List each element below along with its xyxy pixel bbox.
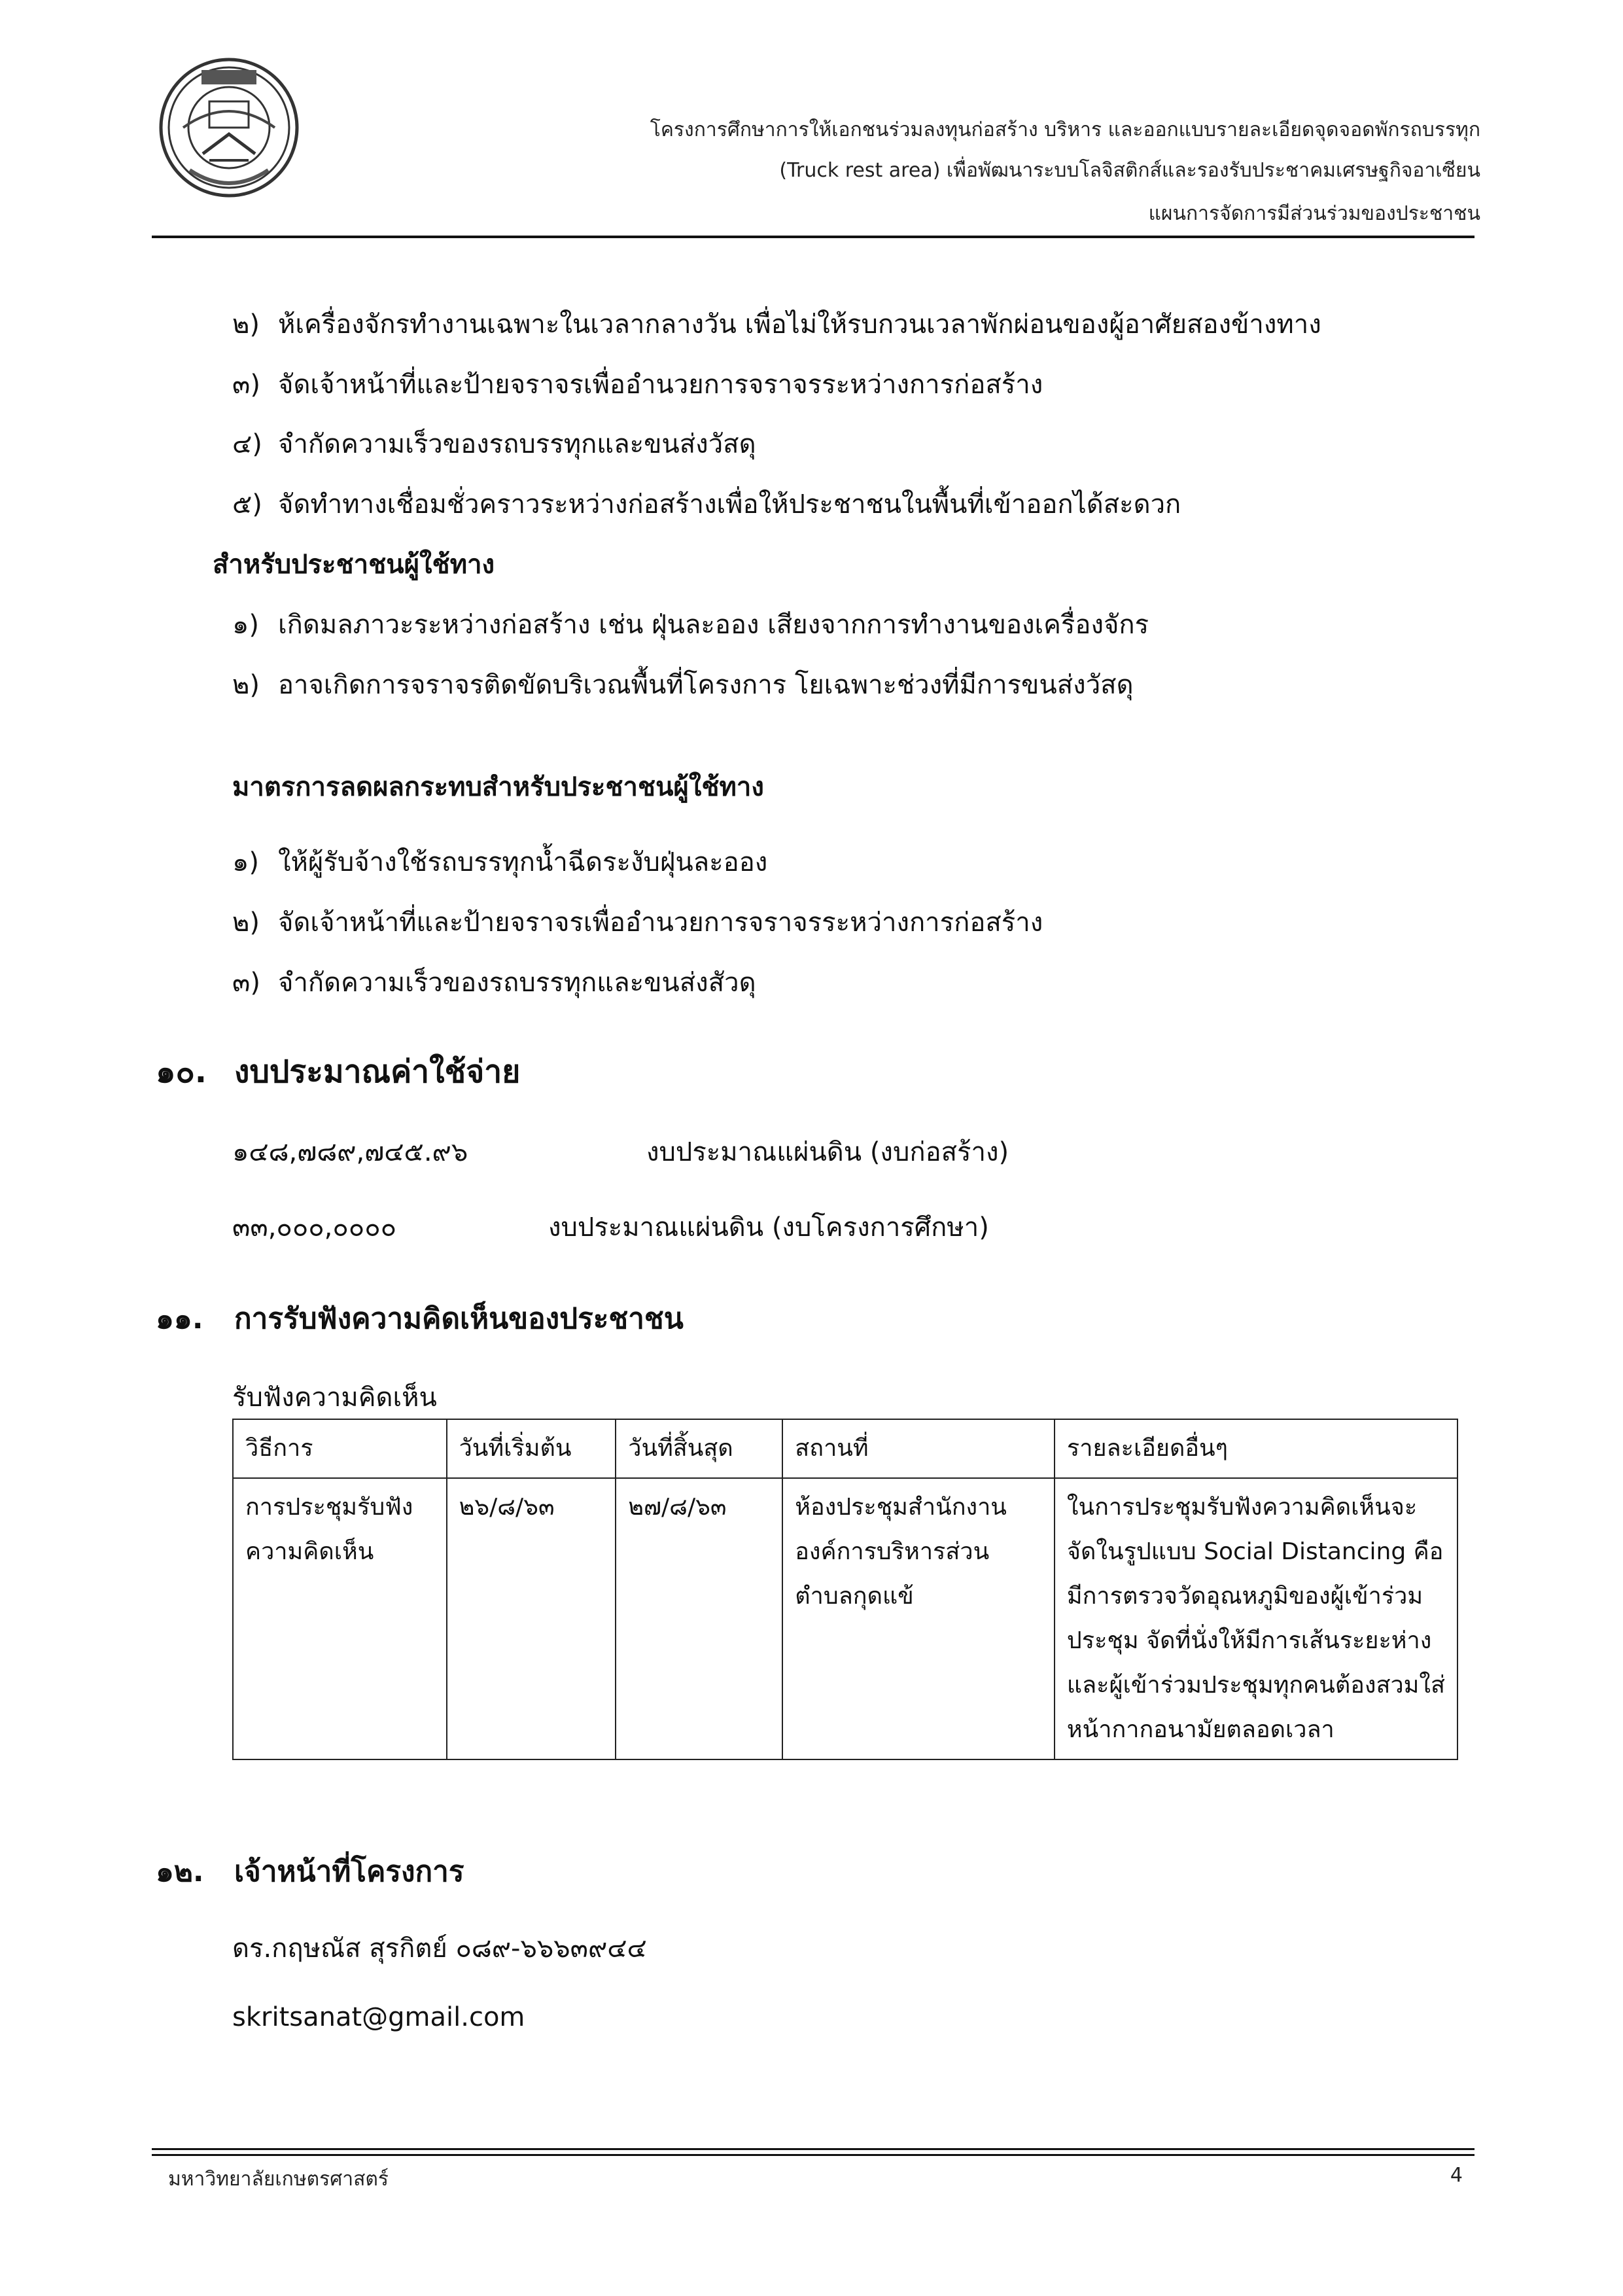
budget-1-label: งบประมาณแผ่นดิน (งบก่อสร้าง) bbox=[646, 1137, 1009, 1167]
list-item: ๕) จัดทำทางเชื่อมชั่วคราวระหว่างก่อสร้างเพื่อให้ประชาชนในพื้นที่เข้าออกได้สะดวก bbox=[232, 489, 1181, 520]
list-item: ๔) จำกัดความเร็วของรถบรรทุกและขนส่งวัสดุ bbox=[232, 429, 756, 459]
start-date-cell: ๒๖/๘/๖๓ bbox=[447, 1478, 616, 1759]
list-item: ๑) ให้ผู้รับจ้างใช้รถบรรทุกน้ำฉีดระงับฝุ่นละออง bbox=[232, 847, 768, 877]
footer-rule bbox=[152, 2154, 1475, 2156]
place-cell: ห้องประชุมสำนักงาน องค์การบริหารส่วน ตำบลกุดแข้ bbox=[782, 1478, 1055, 1759]
method-cell: การประชุมรับฟัง ความคิดเห็น bbox=[233, 1478, 447, 1759]
budget-1-amount: ๑๔๘,๗๘๙,๗๔๕.๙๖ bbox=[232, 1137, 468, 1167]
header-line-1: โครงการศึกษาการให้เอกชนร่วมลงทุนก่อสร้าง บริหาร และออกแบบรายละเอียดจุดจอดพักรถบรรทุก bbox=[650, 118, 1480, 141]
end-date-cell: ๒๗/๘/๖๓ bbox=[616, 1478, 782, 1759]
list-item: ๑) เกิดมลภาวะระหว่างก่อสร้าง เช่น ฝุ่นละออง เสียงจากการทำงานของเครื่องจักร bbox=[232, 610, 1149, 640]
contact-person: ดร.กฤษณัส สุรกิตย์ ๐๘๙-๖๖๖๓๙๔๔ bbox=[232, 1934, 647, 1964]
section-12-heading: ๑๒. เจ้าหน้าที่โครงการ bbox=[156, 1855, 464, 1888]
column-header: สถานที่ bbox=[782, 1419, 1055, 1478]
column-header: รายละเอียดอื่นๆ bbox=[1055, 1419, 1457, 1478]
table-row bbox=[233, 1478, 1457, 1759]
table-caption: รับฟังความคิดเห็น bbox=[232, 1383, 437, 1413]
section-11-heading: ๑๑. การรับฟังความคิดเห็นของประชาชน bbox=[156, 1302, 684, 1335]
road-users-heading: สำหรับประชาชนผู้ใช้ทาง bbox=[213, 550, 495, 580]
list-item: ๓) จำกัดความเร็วของรถบรรทุกและขนส่งสัวดุ bbox=[232, 968, 756, 998]
column-header: วันที่เริ่มต้น bbox=[447, 1419, 616, 1478]
footer-rule bbox=[152, 2148, 1475, 2150]
mitigation-heading: มาตรการลดผลกระทบสำหรับประชาชนผู้ใช้ทาง bbox=[232, 772, 764, 802]
list-item: ๓) จัดเจ้าหน้าที่และป้ายจราจรเพื่ออำนวยการจราจรระหว่างการก่อสร้าง bbox=[232, 370, 1043, 400]
footer-university: มหาวิทยาลัยเกษตรศาสตร์ bbox=[168, 2168, 389, 2191]
page-number: 4 bbox=[1450, 2164, 1463, 2187]
details-cell: ในการประชุมรับฟังความคิดเห็นจะ จัดในรูปแบบ Social Distancing คือ มีการตรวจวัดอุณหภูมิของผู้เข้าร่วม ประชุม จัดที่นั่งให้มีการเส้นระยะห่าง และผู้เข้าร่วมประชุมทุกคนต้องสวมใส่ หน้ากากอนามัยตลอดเวลา bbox=[1055, 1478, 1457, 1759]
table-header-row bbox=[233, 1419, 1457, 1478]
header-line-3: แผนการจัดการมีส่วนร่วมของประชาชน bbox=[1148, 202, 1480, 225]
contact-email[interactable]: skritsanat@gmail.com bbox=[232, 2002, 525, 2032]
list-item: ๒) ห้เครื่องจักรทำงานเฉพาะในเวลากลางวัน เพื่อไม่ให้รบกวนเวลาพักผ่อนของผู้อาศัยสองข้างทาง bbox=[232, 309, 1321, 340]
list-item: ๒) อาจเกิดการจราจรติดขัดบริเวณพื้นที่โครงการ โยเฉพาะช่วงที่มีการขนส่งวัสดุ bbox=[232, 670, 1134, 700]
budget-2-label: งบประมาณแผ่นดิน (งบโครงการศึกษา) bbox=[548, 1212, 989, 1243]
budget-2-amount: ๓๓,๐๐๐,๐๐๐๐ bbox=[232, 1212, 397, 1243]
column-header: วิธีการ bbox=[233, 1419, 447, 1478]
column-header: วันที่สิ้นสุด bbox=[616, 1419, 782, 1478]
header-line-2: (Truck rest area) เพื่อพัฒนาระบบโลจิสติกส์และรองรับประชาคมเศรษฐกิจอาเซียน bbox=[779, 159, 1480, 182]
section-10-heading: ๑๐. งบประมาณค่าใช้จ่าย bbox=[156, 1053, 521, 1090]
logo-seal-icon bbox=[157, 56, 301, 200]
header-rule bbox=[152, 236, 1475, 238]
list-item: ๒) จัดเจ้าหน้าที่และป้ายจราจรเพื่ออำนวยการจราจรระหว่างการก่อสร้าง bbox=[232, 908, 1043, 938]
department-of-highways-logo bbox=[157, 56, 301, 200]
public-hearing-table bbox=[232, 1419, 1458, 1760]
